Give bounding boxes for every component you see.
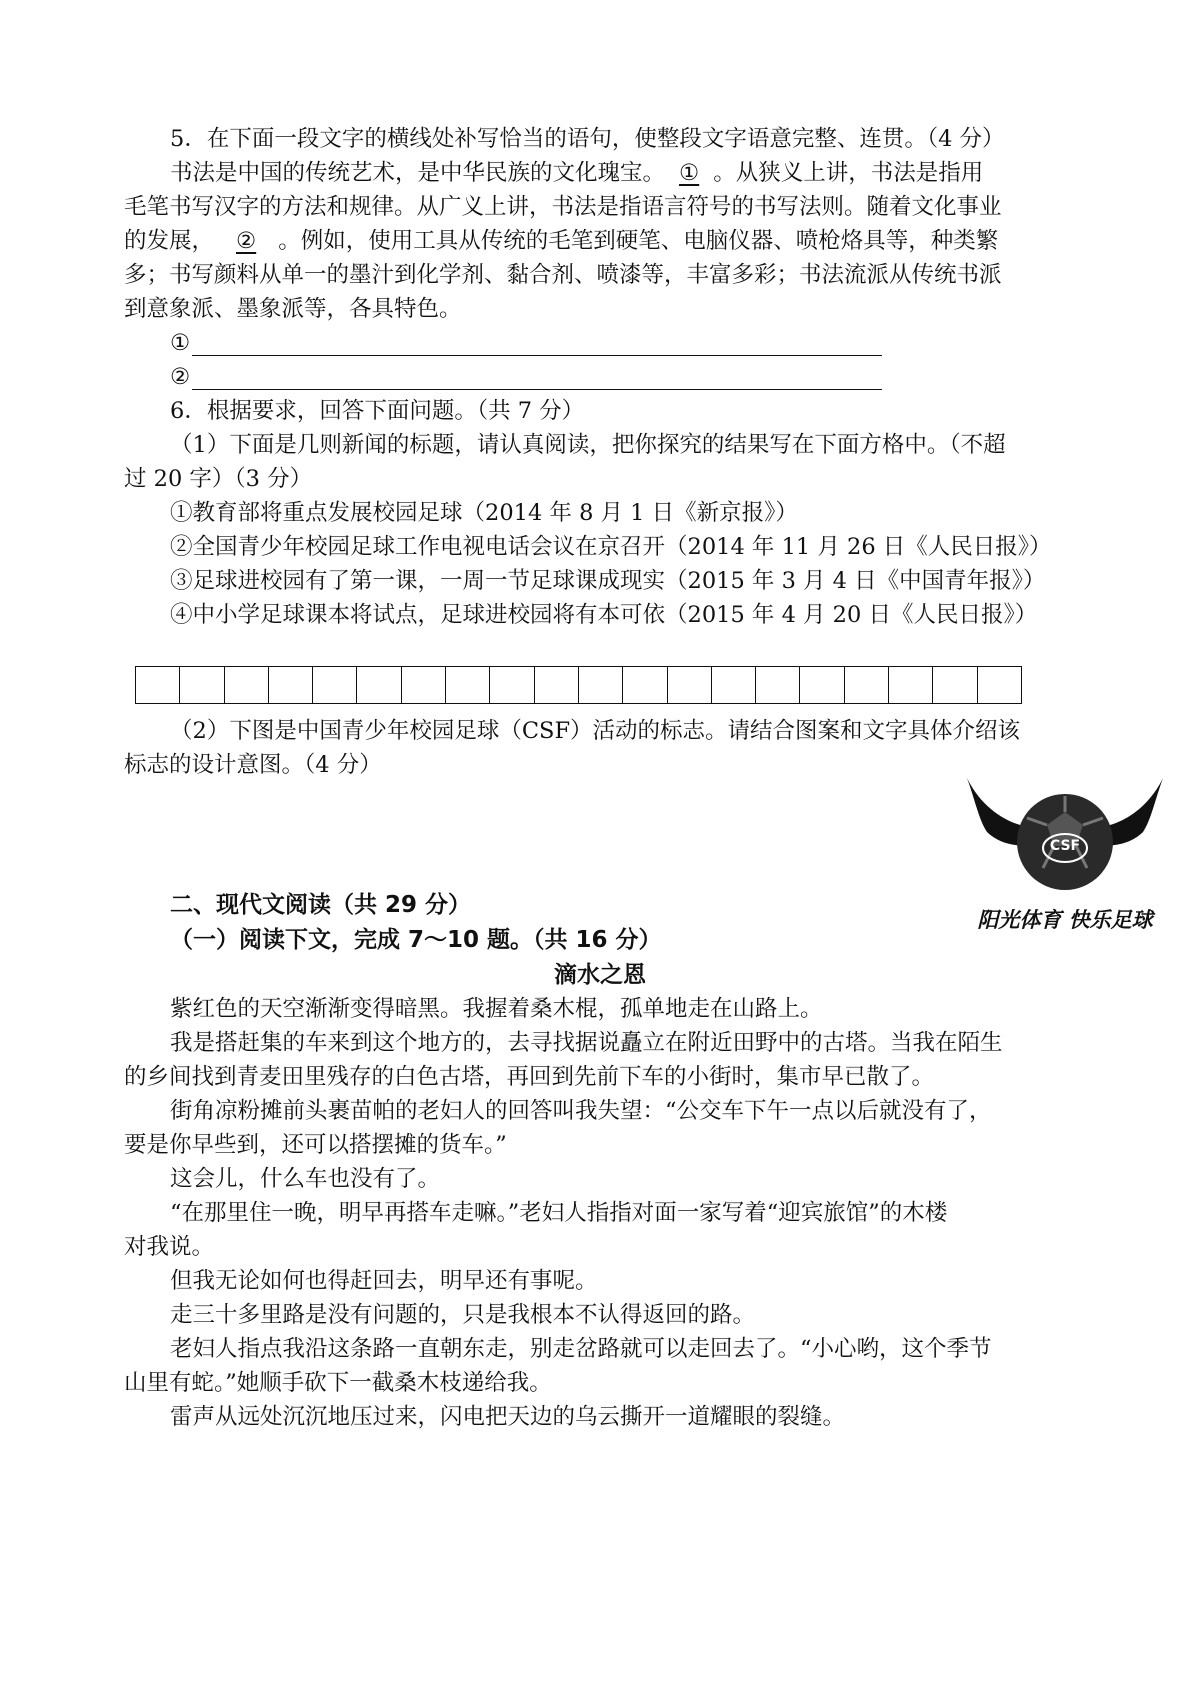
blank-2: ② (236, 228, 257, 254)
answer-grid-cell[interactable] (978, 666, 1022, 704)
answer-grid-cell[interactable] (136, 666, 180, 704)
answer-grid-cell[interactable] (889, 666, 933, 704)
answer-grid-cell[interactable] (756, 666, 800, 704)
article-line: “在那里住一晚，明早再搭车走嘛。”老妇人指指对面一家写着“迎宾旅馆”的木楼 (170, 1200, 948, 1226)
answer-grid-cell[interactable] (180, 666, 224, 704)
answer-grid-cell[interactable] (357, 666, 401, 704)
answer-grid-cell[interactable] (623, 666, 667, 704)
q6-part1-text: （1）下面是几则新闻的标题，请认真阅读，把你探究的结果写在下面方格中。（不超 (170, 432, 1006, 458)
q5-passage-line: 的发展， ② 。例如，使用工具从传统的毛笔到硬笔、电脑仪器、喷枪烙具等，种类繁 (124, 228, 999, 254)
article-line: 但我无论如何也得赶回去，明早还有事呢。 (170, 1268, 598, 1294)
article-line: 要是你早些到，还可以搭摆摊的货车。” (124, 1132, 507, 1158)
answer-line-1[interactable] (192, 355, 882, 356)
article-title: 滴水之恩 (554, 962, 646, 988)
article-line: 对我说。 (124, 1234, 215, 1260)
headline-item: ①教育部将重点发展校园足球（2014 年 8 月 1 日《新京报》） (170, 500, 798, 526)
answer-marker-1: ① (170, 330, 191, 356)
answer-marker-2: ② (170, 364, 191, 390)
answer-grid-cell[interactable] (535, 666, 579, 704)
blank-1: ① (679, 160, 700, 186)
q6-part2-text: 标志的设计意图。（4 分） (124, 752, 382, 778)
section-title: 二、现代文阅读（共 29 分） (170, 892, 472, 918)
answer-grid-cell[interactable] (800, 666, 844, 704)
article-line: 这会儿，什么车也没有了。 (170, 1166, 441, 1192)
answer-grid-cell[interactable] (490, 666, 534, 704)
answer-grid-cell[interactable] (402, 666, 446, 704)
section-subtitle: （一）阅读下文，完成 7～10 题。（共 16 分） (170, 927, 662, 953)
answer-grid-cell[interactable] (933, 666, 977, 704)
answer-grid-cell[interactable] (712, 666, 756, 704)
q6-stem: 6．根据要求，回答下面问题。（共 7 分） (170, 398, 585, 424)
q5-passage-line: 到意象派、墨象派等，各具特色。 (124, 296, 462, 322)
q5-passage-line: 书法是中国的传统艺术，是中华民族的文化瑰宝。 ① 。从狭义上讲，书法是指用 (170, 160, 984, 186)
article-line: 街角凉粉摊前头裹苗帕的老妇人的回答叫我失望：“公交车下午一点以后就没有了， (170, 1098, 992, 1124)
article-line: 走三十多里路是没有问题的，只是我根本不认得返回的路。 (170, 1302, 756, 1328)
q5-stem: 5．在下面一段文字的横线处补写恰当的语句，使整段文字语意完整、连贯。（4 分） (170, 126, 1005, 152)
article-line: 的乡间找到青麦田里残存的白色古塔，再回到先前下车的小街时，集市早已散了。 (124, 1064, 935, 1090)
q5-passage-line: 毛笔书写汉字的方法和规律。从广义上讲，书法是指语言符号的书写法则。随着文化事业 (124, 194, 1002, 220)
answer-grid-cell[interactable] (845, 666, 889, 704)
answer-grid-cell[interactable] (225, 666, 269, 704)
article-line: 老妇人指点我沿这条路一直朝东走，别走岔路就可以走回去了。“小心哟，这个季节 (170, 1336, 992, 1362)
article-line: 我是搭赶集的车来到这个地方的，去寻找据说矗立在附近田野中的古塔。当我在陌生 (170, 1030, 1003, 1056)
answer-line-2[interactable] (192, 389, 882, 390)
answer-grid-cell[interactable] (668, 666, 712, 704)
logo-ball-text: CSF (1049, 838, 1081, 854)
answer-grid-cell[interactable] (446, 666, 490, 704)
q6-part2-text: （2）下图是中国青少年校园足球（CSF）活动的标志。请结合图案和文字具体介绍该 (170, 718, 1021, 744)
headline-item: ④中小学足球课本将试点，足球进校园将有本可依（2015 年 4 月 20 日《人民日报》） (170, 602, 1038, 628)
q5-passage-line: 多；书写颜料从单一的墨汁到化学剂、黏合剂、喷漆等，丰富多彩；书法流派从传统书派 (124, 262, 1002, 288)
article-line: 山里有蛇。”她顺手砍下一截桑木枝递给我。 (124, 1370, 552, 1396)
article-line: 紫红色的天空渐渐变得暗黑。我握着桑木棍，孤单地走在山路上。 (170, 996, 823, 1022)
answer-grid-cell[interactable] (313, 666, 357, 704)
answer-grid-cell[interactable] (269, 666, 313, 704)
csf-logo (965, 770, 1165, 935)
answer-grid-cell[interactable] (579, 666, 623, 704)
headline-item: ③足球进校园有了第一课，一周一节足球课成现实（2015 年 3 月 4 日《中国青年报》） (170, 568, 1046, 594)
article-line: 雷声从远处沉沉地压过来，闪电把天边的乌云撕开一道耀眼的裂缝。 (170, 1404, 846, 1430)
logo-slogan: 阳光体育 快乐足球 (977, 908, 1153, 932)
answer-grid[interactable] (135, 666, 1022, 704)
headline-item: ②全国青少年校园足球工作电视电话会议在京召开（2014 年 11 月 26 日《人民日报》） (170, 534, 1052, 560)
q6-part1-text: 过 20 字）（3 分） (124, 466, 313, 492)
